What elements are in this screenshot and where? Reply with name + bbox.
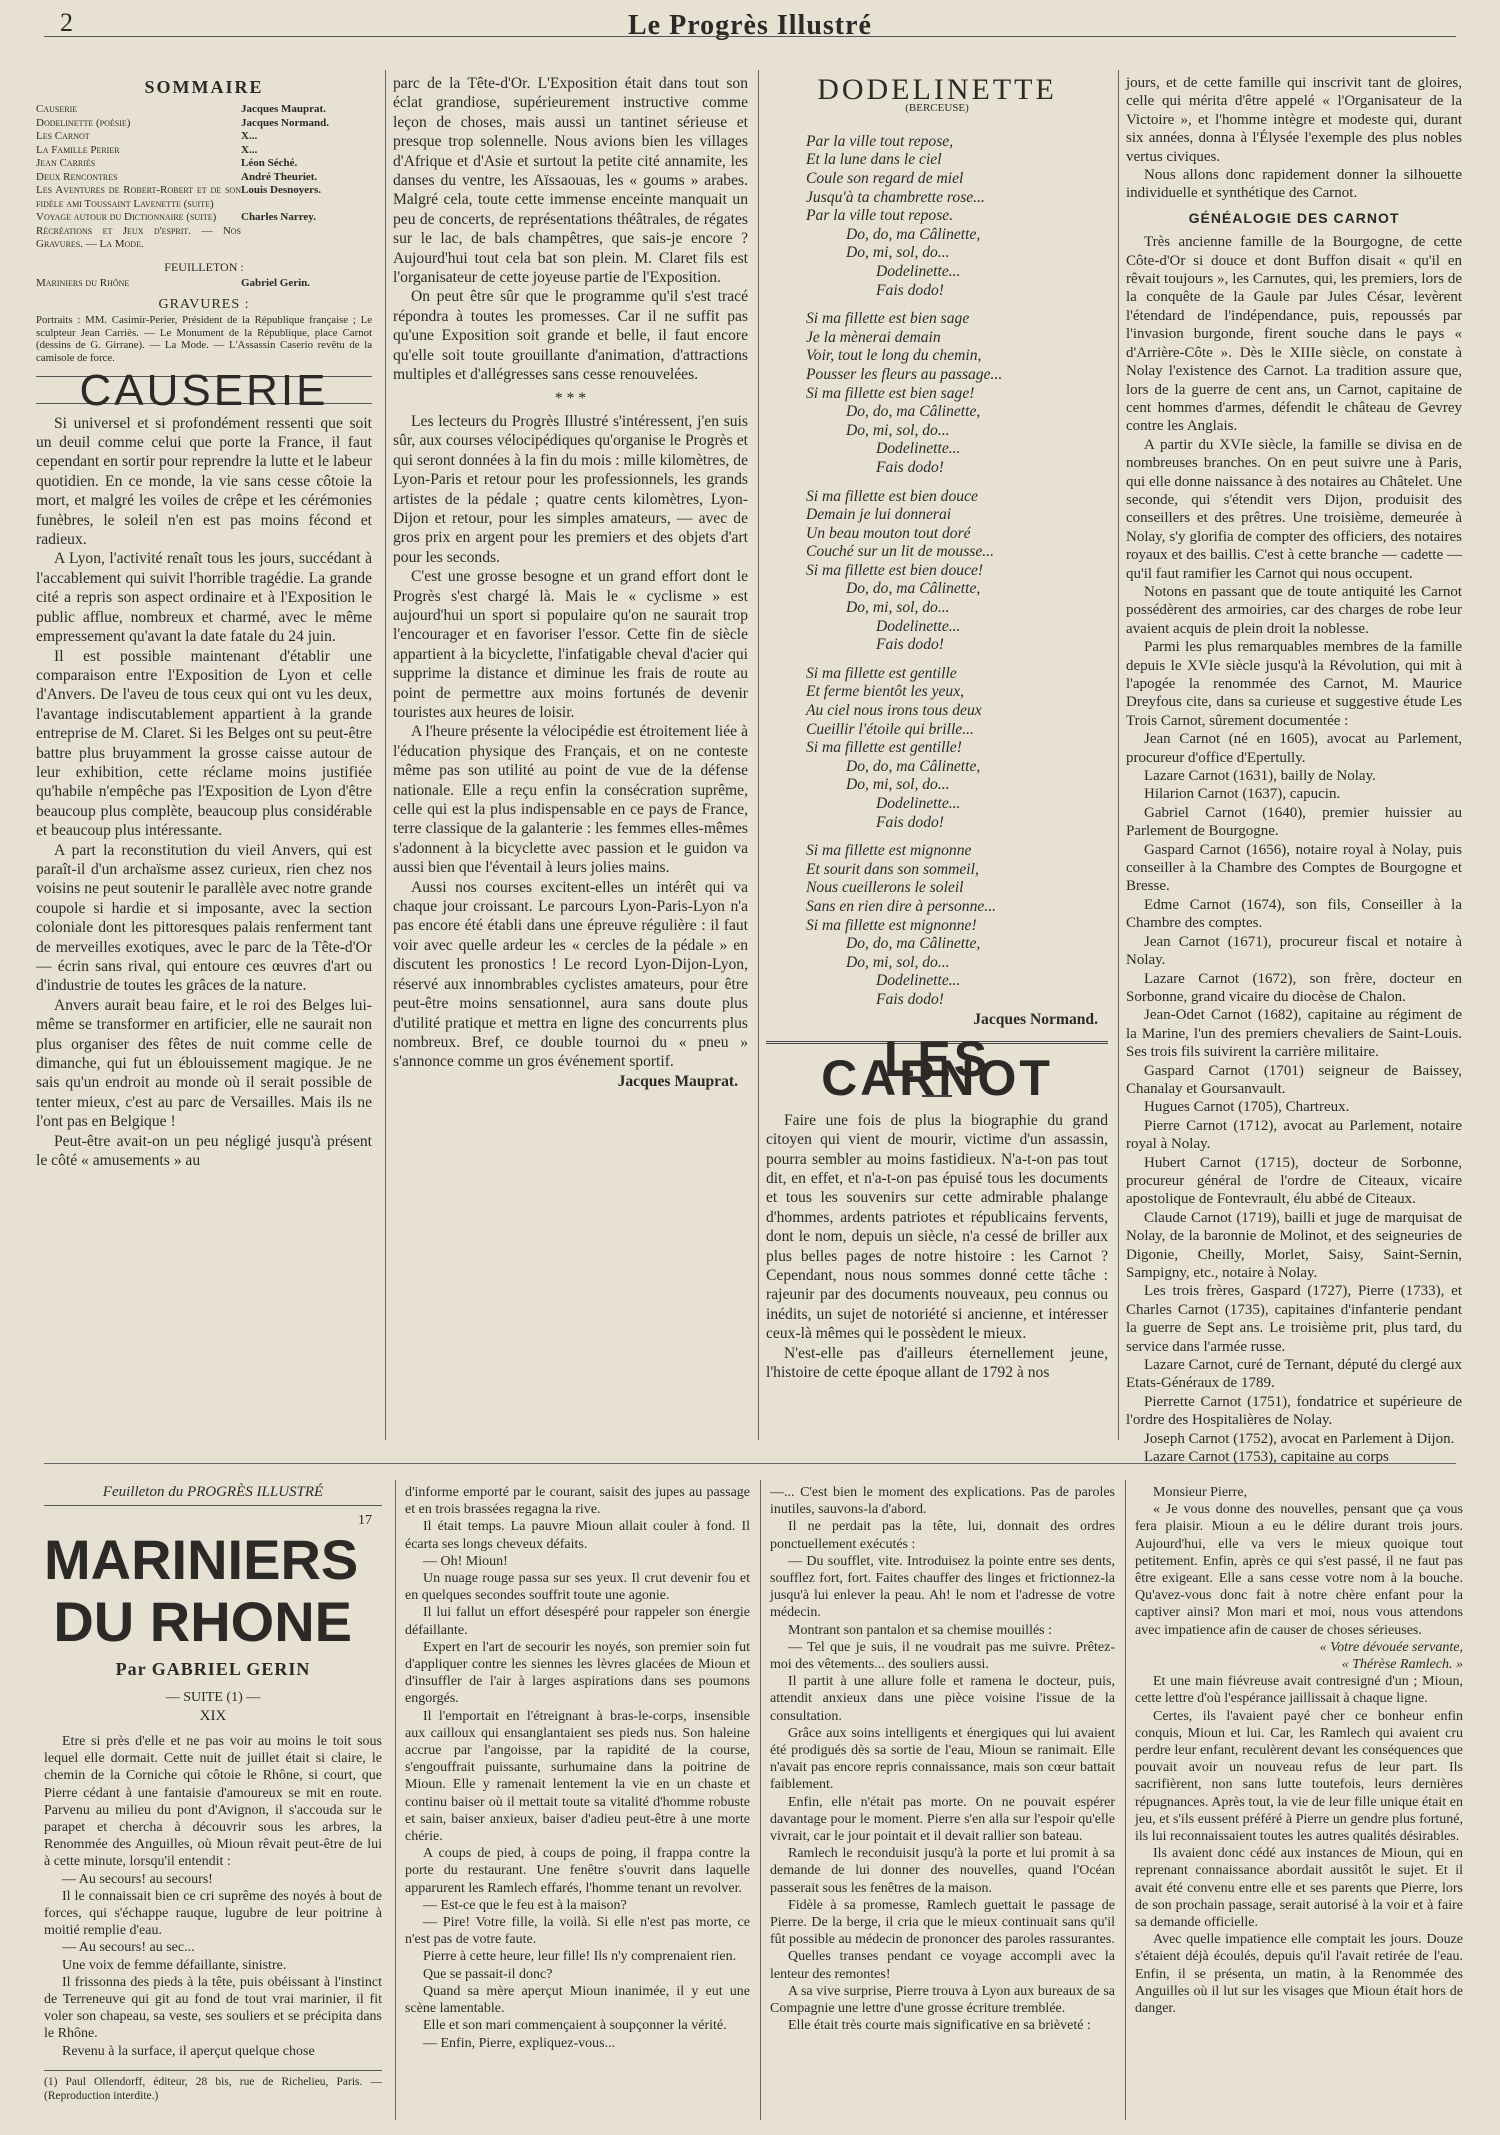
poem-line: Fais dodo! (876, 281, 945, 299)
paragraph: parc de la Tête-d'Or. L'Exposition était dans tout son éclat grandiose, supérieurement instructive comme leçon de choses, mais aussi un tantinet sérieuse et presque trop solennelle. Nous avions bien les villages d'Afrique et d'Asie et surtout la petite cité annamite, les danses du ventre, les Aïssaouas, les « goums » arabes. Malgré cela, toute cette immense enceinte manquait un peu de concerts, de représentations théâtrales, de régates sur le lac, de bals champêtres, que sais-je encore ? Aujourd'hui tout cela bat son plein. M. Claret fils est l'organisateur de cette joyeuse partie de l'Exposition. (393, 75, 748, 287)
paragraph: Ramlech le reconduisit jusqu'à la porte et lui promit à sa demande de lui donner des nouvelles, quand l'Océan passerait sous les fenêtres de la maison. (770, 1846, 1115, 1896)
poem-line: Si ma fillette est gentille! (806, 739, 962, 757)
carnot-col4-p2: Nous allons donc rapidement donner la silhouette individuelle et synthétique des Carnot. (1126, 167, 1462, 202)
feuilleton-number: 17 (358, 1513, 372, 1529)
paragraph: Il est possible maintenant d'établir une comparaison entre l'Exposition de Lyon et celle d'Anvers. De l'aveu de tous ceux qui ont vu les deux, l'avantage indiscutablement appartient à la grande entreprise de M. Claret. Si les Belges ont su peut-être battre plus bruyamment la grosse caisse autour de leur exhibition, cette réclame moins justifiée qu'habile n'empêche pas l'Exposition de Lyon d'être beaucoup plus complète, beaucoup plus considérable et beaucoup plus intéressante. (36, 647, 372, 840)
genealogy-entry: Jean-Odet Carnot (1682), capitaine au régiment de la Marine, l'un des premiers chevaliers de Saint-Louis. Ses trois fils suivirent la carrière militaire. (1126, 1007, 1462, 1061)
paragraph: A Lyon, l'activité renaît tous les jours, succédant à l'accablement qui suivit l'horrible tragédie. La grande cité a repris son aspect ordinaire et à l'Exposition le public afflue, nombreux et charmé, avec le même empressement qu'avant la date fatale du 24 juin. (36, 550, 372, 646)
carnot-title: LES CARNOT (766, 1041, 1108, 1089)
poem-line: Coule son regard de miel (806, 170, 964, 187)
poem-line: Un beau mouton tout doré (806, 524, 971, 542)
sommaire-item-author: André Theuriet. (241, 170, 318, 183)
genealogy-entry: Gaspard Carnot (1701) seigneur de Baissey, Chanalay et Goursanvault. (1126, 1062, 1462, 1097)
sommaire-item-author: Charles Narrey. (241, 211, 316, 224)
poem-line: Si ma fillette est bien sage! (806, 384, 975, 402)
sommaire-item-author: Léon Séché. (241, 157, 298, 170)
feuilleton-text-3 (770, 1484, 1115, 2035)
poem-body (766, 133, 1108, 1010)
column-rule (758, 70, 759, 1440)
paragraph: — Oh! Mioun! (423, 1553, 508, 1569)
paragraph: Notons en passant que de toute antiquité les Carnot possédèrent des armoiries, car des charges de robe leur avaient acquis de plein droit la noblesse. (1126, 583, 1462, 637)
paragraph: — Est-ce que le feu est à la maison? (423, 1897, 627, 1913)
sommaire-item-label: Jean Carriès (36, 157, 96, 170)
causerie-body-cont (393, 74, 748, 1072)
sommaire-list (36, 103, 372, 252)
paragraph: « Votre dévouée servante, (1319, 1639, 1463, 1655)
genealogy-entry: Pierrette Carnot (1751), fondatrice et supérieure de l'ordre des Hospitalières de Nolay. (1126, 1393, 1462, 1429)
carnot-intro: Faire une fois de plus la biographie du grand citoyen qui vient de mourir, victime d'un assassin, pourra sembler au moins fastidieux. N'a-t-on pas tout dit, en effet, et n'a-t-on pas épuisé tous les documents et tous les souvenirs sur cette admirable phalange d'hommes, ardents patriotes et républicains fervents, dont le nom, depuis un siècle, n'a cessé de briller aux plus belles pages de notre histoire : les Carnot ? Cependant, nous nous sommes donné cette tâche : rajeunir par des documents nouveaux, peu connus ou inédits, un sujet de notoriété si ancienne, et intéresser ceux-là mêmes qui le possèdent le mieux. (766, 1111, 1108, 1343)
paragraph: Peut-être avait-on un peu négligé jusqu'à présent le côté « amusements » au (36, 1132, 372, 1170)
paragraph: Grâce aux soins intelligents et énergiques qui lui avaient été prodigués dès sa sortie de l'eau, Mioun se ranimait. Elle n'avait pas encore repris connaissance, mais son cœur battait faiblement. (770, 1725, 1115, 1793)
paragraph: Pierre à cette heure, leur fille! Ils n'y comprenaient rien. (423, 1949, 737, 1965)
feuilleton-title-line2: DU RHONE (53, 1590, 352, 1654)
sommaire-item-label: Récréations et Jeux d'esprit. — Nos Gravures. — La Mode. (36, 224, 241, 251)
stanza-gap (806, 478, 1108, 488)
feuilleton-col2 (405, 1484, 750, 2124)
sommaire-item-author: Jacques Mauprat. (241, 103, 326, 116)
genealogy-entry: Gaspard Carnot (1656), notaire royal à Nolay, puis conseiller à la Chambre des Comptes de Bourgogne et Bresse. (1126, 841, 1462, 895)
genealogie-title: GÉNÉALOGIE DES CARNOT (1188, 209, 1400, 226)
paragraph: A part la reconstitution du vieil Anvers, qui est paraît-il d'un archaïsme assez curieux, rien chez nos voisins ne peut soutenir le parallèle avec notre grande coupole si hardie et si imposante, avec la section coloniale dont les pittoresques palais renferment tant de merveilles exotiques, avec le parc de la Tête-d'Or — écrin sans rival, qui entoure ces œuvres d'art ou d'industrie de toutes les grâces de la nature. (36, 841, 372, 995)
paragraph: Si universel et si profondément ressenti que soit un deuil comme celui que porte la France, il faut cependant en sortir pour reprendre la lutte et le labeur quotidien. En ce monde, la vie sans cesse côtoie la mort, et malgré les voiles de crêpe et les cérémonies funèbres, le soleil n'en est pas moins fécond et radieux. (36, 414, 372, 549)
poem-line: Sans en rien dire à personne... (806, 897, 996, 915)
genealogy-entry: Lazare Carnot, curé de Ternant, député du clergé aux Etats-Généraux de 1789. (1126, 1357, 1462, 1392)
paragraph: Certes, ils l'avaient payé cher ce bonheur enfin conquis, Mioun et lui. Car, les Ramlech qui avaient cru perdre leur enfant, reculèrent devant les conséquences que pouvait avoir un nouveau refus de leur part. Ils sacrifièrent, non sans lutte toutefois, leurs dernières répugnances. Après tout, la vie de leur fille unique était en jeu, et s'ils eussent préféré à Pierre un gendre plus fortuné, ils lui reconnaissaient toutes les autres qualités désirables. (1135, 1708, 1463, 1845)
feuilleton-text-4 (1135, 1484, 1463, 2017)
column-rule (395, 1480, 396, 2120)
poem-line: Jusqu'à ta chambrette rose... (806, 188, 985, 206)
poem-line: Si ma fillette est bien douce (806, 487, 978, 505)
sommaire-item-author: Louis Desnoyers. (241, 184, 322, 197)
paragraph: Expert en l'art de secourir les noyés, son premier soin fut d'appliquer contre les siennes les lèvres glacées de Mioun et d'insuffler de l'air à larges aspirations dans ses poumons engorgés. (405, 1639, 750, 1707)
sommaire-item-author: X... (241, 143, 258, 156)
sommaire-item-label: Les Aventures de Robert-Robert et de son fidèle ami Toussaint Lavenette (suite) (36, 184, 241, 210)
poem-line: Si ma fillette est bien douce! (806, 561, 984, 579)
sommaire-item-author: X... (241, 130, 258, 143)
paragraph: A l'heure présente la vélocipédie est étroitement liée à l'éducation physique des Français, et on ne conteste même pas son utilité au point de vue de la défense nationale. Elle a reçu enfin la consécration suprême, celle qui est la plus indispensable en ce pays de France, terre classique de la galanterie : les femmes elles-mêmes s'adonnent à la bicyclette avec passion et le guidon va aussi bien que l'éventail à leurs jolies mains. (393, 723, 748, 877)
paragraph: Un nuage rouge passa sur ses yeux. Il crut devenir fou et en quelques secondes souffrit toute une agonie. (405, 1571, 750, 1604)
paragraph: — Du soufflet, vite. Introduisez la pointe entre ses dents, soufflez fort, fort. Faites chauffer des linges et frictionnez-la jusqu'à lui enlever la peau. Ah! le nom et l'adresse de votre médecin. (770, 1553, 1115, 1621)
poem-signature: Jacques Normand. (973, 1010, 1098, 1028)
sommaire-title: SOMMAIRE (144, 77, 264, 97)
genealogy-entry: Claude Carnot (1719), bailli et juge de marquisat de Nolay, de la baronnie de Molinot, et des seigneuries de Digonie, Cheilly, Morlet, Saisy, Saint-Sernin, Sampigny, etc., notaire à Nolay. (1126, 1209, 1462, 1281)
paragraph: Revenu à la surface, il aperçut quelque chose (62, 2043, 315, 2059)
paragraph: Parmi les plus remarquables membres de la famille depuis le XVIe siècle jusqu'à la Révolution, qui mit à l'apogée la renommée des Carnot, M. Maurice Dreyfous cite, dans sa curieuse et suggestive étude Les Trois Carnot, sûrement documentée : (1126, 639, 1462, 729)
paragraph: Il frissonna des pieds à la tête, puis obéissant à l'instinct de Terreneuve qui git au fond de tout vrai marinier, il fit voler son chapeau, sa veste, ses souliers et se précipita dans le Rhône. (44, 1974, 382, 2042)
stanza-gap (806, 300, 1108, 310)
feuilleton-col4 (1135, 1484, 1463, 2124)
paragraph: « Thérèse Ramlech. » (1341, 1657, 1463, 1673)
paragraph: Il était temps. La pauvre Mioun allait couler à fond. Il écarta ses longs cheveux défaits. (405, 1519, 750, 1552)
sommaire-row (36, 171, 372, 185)
poem-line: Do, do, ma Câlinette, (846, 935, 981, 953)
paragraph: Aussi nos courses excitent-elles un intérêt qui va chaque jour croissant. Le parcours Lyon-Paris-Lyon n'a pas encore été établi dans une épreuve régulière : il faut voir avec quelle ardeur les « cercles de la pédale » en discutent les pronostics ! Le record Lyon-Dijon-Lyon, réservé aux innombrables cyclistes amateurs, pour être peut-être moins sensationnel, aura sans doute plus d'utilité pratique et mettra en ligne des concurrents plus nombreux. Bref, ce double tournoi du « pneu » s'annonce comme un gros événement sportif. (393, 878, 748, 1071)
causerie-title: CAUSERIE (36, 376, 372, 403)
masthead-title: Le Progrès Illustré (628, 10, 872, 41)
paragraph: Très ancienne famille de la Bourgogne, de cette Côte-d'Or si douce et dont Buffon disait « qu'il en rêvait toujours », les Carnutes, qui, les premiers, lors de la conquête de la Gaule par Jules César, levèrent l'étendard de l'indépendance, puis, repoussés par l'invasion burgonde, firent souche dans le pays « d'Arrière-Côte ». Dès le XIIIe siècle, on constate à Nolay l'existence des Carnot. La tradition assure que, lors de la guerre de cent ans, un Carnot, capitaine de cent hommes d'armes, défendit le château de Gevrey contre les Anglais. (1126, 234, 1462, 435)
poem-line: Si ma fillette est bien sage (806, 310, 970, 328)
poem-line: Par la ville tout repose. (806, 207, 954, 225)
paragraph: Que se passait-il donc? (423, 1966, 553, 1982)
poem-line: Nous cueillerons le soleil (806, 879, 964, 897)
poem-line: Do, do, ma Câlinette, (846, 225, 981, 243)
carnot-intro-2: N'est-elle pas d'ailleurs éternellement jeune, l'histoire de cette époque allant de 1792 à nos (766, 1344, 1108, 1382)
paragraph: Ils avaient donc cédé aux instances de Mioun, qui en reprenant connaissance abordait aussitôt le sujet. Et il avait été convenu entre elle et ses parents que Pierre, lors de son prochain passage, serait autorisé à la voir et à faire sa demande officielle. (1135, 1846, 1463, 1931)
paragraph: C'est une grosse besogne et un grand effort dont le Progrès s'est chargé là. Mais le « cyclisme » est aujourd'hui un sport si populaire qu'on ne saurait trop l'encourager et en favoriser l'essor. Cette fin de siècle appartient à la bicyclette, l'infatigable cheval d'acier qui supprime la distance et diminue les frais de route au point de permettre aux moins fortunés de devenir touristes aux heures de loisir. (393, 568, 748, 721)
sommaire-item-label: Causerie (36, 103, 78, 116)
poem-line: Do, mi, sol, do... (846, 421, 950, 439)
column-rule (385, 70, 386, 1440)
poem-line: Dodelinette... (876, 617, 961, 635)
paragraph: — Pire! Votre fille, la voilà. Si elle n'est pas morte, ce n'est pas de votre faute. (405, 1915, 750, 1948)
genealogy-entry: Lazare Carnot (1672), son frère, docteur en Sorbonne, grand vicaire du diocèse de Chalon. (1126, 970, 1462, 1005)
genealogy-entry: Lazare Carnot (1753), capitaine au corps (1144, 1449, 1389, 1466)
poem-line: Et la lune dans le ciel (806, 151, 942, 169)
genealogy-entry: Pierre Carnot (1712), avocat au Parlement, notaire royal à Nolay. (1126, 1117, 1462, 1153)
poem-line: Par la ville tout repose, (806, 132, 954, 150)
sommaire-row (36, 117, 372, 131)
feuilleton-label: Feuilleton du PROGRÈS ILLUSTRÉ (44, 1484, 382, 1506)
poem-line: Fais dodo! (876, 636, 945, 654)
paragraph: — Enfin, Pierre, expliquez-vous... (423, 2035, 616, 2051)
poem-line: Fais dodo! (876, 813, 945, 831)
poem-line: Fais dodo! (876, 458, 945, 476)
gravures-label: GRAVURES : (158, 296, 250, 312)
poem-line: Si ma fillette est mignonne! (806, 916, 977, 934)
column-sommaire-causerie (36, 74, 372, 1444)
sommaire-row (36, 225, 372, 252)
sommaire-item-label: La Famille Perier (36, 143, 120, 156)
poem-title: DODELINETTE (817, 73, 1057, 106)
poem-line: Dodelinette... (876, 972, 961, 990)
poem-line: Et sourit dans son sommeil, (806, 860, 979, 878)
sommaire-item-label: Deux Rencontres (36, 170, 118, 183)
poem-line: Je la mènerai demain (806, 328, 941, 346)
stanza-gap (806, 832, 1108, 842)
sommaire-row (36, 157, 372, 171)
paragraph: Etre si près d'elle et ne pas voir au moins le toit sous lequel elle dormait. Cette nuit de juillet était si claire, le chemin de la Corniche qui côtoie le Rhône, si court, que Pierre cédant à une fantaisie d'amoureux se mit en route. Parvenu au milieu du pont d'Avignon, il s'accouda sur le parapet et chercha à découvrir sous les arbres, la Renommée des Anguilles, où Mioun rêvait peut-être de lui à cette minute, lorsqu'il entendit : (44, 1734, 382, 1870)
poem-line: Demain je lui donnerai (806, 506, 952, 524)
poem-line: Si ma fillette est mignonne (806, 842, 972, 860)
column-causerie-cont (393, 74, 748, 1444)
genealogy-entry: Jean Carnot (né en 1605), avocat au Parlement, procureur d'office d'Epertully. (1126, 731, 1462, 766)
sommaire-row (36, 130, 372, 144)
paragraph: Il lui fallut un effort désespéré pour rappeler son énergie défaillante. (405, 1605, 750, 1638)
genealogy-entry: Hubert Carnot (1715), docteur de Sorbonne, procureur général de l'ordre de Citeaux, vicaire apostolique de Fontevrault, élu abbé de Citeaux. (1126, 1154, 1462, 1208)
paragraph: A partir du XVIe siècle, la famille se divisa en de nombreuses branches. On en peut suivre une à Paris, qui elle donne naissance à des notaires au Châtelet. Une seconde, qui s'étendit vers Dijon, produisit des conseillers et des prêtres. Une troisième, demeurée à Nolay, s'y glorifia de compter des officiers, des notaires royaux et des baillis. C'est à cette branche — cadette — qu'il faut ramifier les Carnot qui nous occupent. (1126, 436, 1462, 582)
genealogy-entry: Jean Carnot (1671), procureur fiscal et notaire à Nolay. (1126, 933, 1462, 969)
sommaire-row (36, 144, 372, 158)
feuilleton-suite: — SUITE (1) — (165, 1689, 261, 1705)
poem-line: Cueillir l'étoile qui brille... (806, 720, 974, 738)
feuilleton-text-2 (405, 1484, 750, 2052)
poem-line: Et ferme bientôt les yeux, (806, 683, 965, 701)
paragraph: Quelles transes pendant ce voyage accompli avec la lenteur des remontes! (770, 1949, 1115, 1982)
column-rule (1118, 70, 1119, 1440)
sommaire-item-author: Jacques Normand. (241, 116, 330, 129)
paragraph: Il le connaissait bien ce cri suprême des noyés à bout de forces, qui s'échappe rauque, lugubre de leur poitrine à moitié remplie d'eau. (44, 1888, 382, 1939)
paragraph: Elle et son mari commençaient à soupçonner la vérité. (423, 2018, 727, 2034)
column-rule (1125, 1480, 1126, 2120)
genealogy-entry: Hilarion Carnot (1637), capucin. (1144, 786, 1341, 803)
sommaire-item-label: Les Carnot (36, 130, 90, 143)
feuilleton-author: Par GABRIEL GERIN (115, 1659, 311, 1680)
poem-line: Fais dodo! (876, 990, 945, 1008)
feuilleton-label: FEUILLETON : (164, 259, 244, 274)
genealogy-entry: Joseph Carnot (1752), avocat en Parlement à Dijon. (1144, 1430, 1455, 1447)
paragraph: Une voix de femme défaillante, sinistre. (62, 1957, 287, 1973)
poem-line: Au ciel nous irons tous deux (806, 702, 982, 720)
poem-line: Do, do, ma Câlinette, (846, 757, 981, 775)
paragraph: —... C'est bien le moment des explications. Pas de paroles inutiles, sauvons-la d'abord. (770, 1485, 1115, 1518)
poem-subtitle: (BERCEUSE) (905, 102, 969, 115)
paragraph: A sa vive surprise, Pierre trouva à Lyon aux bureaux de sa Compagnie une lettre d'une grosse écriture tremblée. (770, 1983, 1115, 2017)
paragraph: — Au secours! au secours! (62, 1871, 213, 1887)
genealogie-members (1126, 730, 1462, 1466)
paragraph: Fidèle à sa promesse, Ramlech guettait le passage de Pierre. De la berge, il cria que le mieux continuait sans qu'il fût possible au médecin de prononcer des paroles rassurantes. (770, 1897, 1115, 1948)
column-poem-carnot (766, 74, 1108, 1444)
poem-line: Couché sur un lit de mousse... (806, 543, 994, 561)
sommaire-feuilleton-row: Mariniers du Rhône Gabriel Gerin. (36, 277, 311, 290)
column-carnot-cont (1126, 74, 1462, 1466)
genealogy-entry: Lazare Carnot (1631), bailly de Nolay. (1144, 768, 1376, 785)
sommaire-row (36, 211, 372, 225)
genealogy-entry: Les trois frères, Gaspard (1727), Pierre (1733), et Charles Carnot (1735), capitaines d'infanterie pendant la guerre de Sept ans. Le troisième prit, plus tard, du service dans l'armée russe. (1126, 1283, 1462, 1355)
sommaire-row (36, 184, 372, 211)
paragraph: Monsieur Pierre, (1153, 1485, 1248, 1500)
sommaire-item-label: Dodelinette (poésie) (36, 116, 131, 129)
causerie-signature: Jacques Mauprat. (617, 1072, 738, 1090)
poem-line: Si ma fillette est gentille (806, 664, 957, 682)
page-number: 2 (60, 8, 73, 37)
paragraph: Quand sa mère aperçut Mioun inanimée, il y eut une scène lamentable. (405, 1983, 750, 2017)
paragraph: Il l'emportait en l'étreignant à bras-le-corps, insensible aux cailloux qui ensanglantaient ses pieds nus. Son haleine accrue par l'angoisse, par la rapidité de la course, s'engouffrait puissante, surhumaine dans la poitrine de Mioun. Elle y ramenait lentement la vie en un chaste et continu baiser où il mettait toute sa vitalité d'homme robuste et sain, baiser anxieux, baiser d'adieu peut-être à une morte chérie. (405, 1708, 750, 1845)
paragraph: — Tel que je suis, il ne voudrait pas me suivre. Prêtez-moi des vêtements... des souliers aussi. (770, 1639, 1115, 1673)
feuilleton-col1 (44, 1484, 382, 2124)
feuilleton-col3 (770, 1484, 1115, 2124)
feuilleton-title (44, 1529, 382, 1653)
poem-line: Voir, tout le long du chemin, (806, 347, 982, 365)
paragraph: « Je vous donne des nouvelles, pensant que ça vous fera plaisir. Mioun a eu le délire durant trois jours. Aujourd'hui, elle va vers le mieux quoique tout petitement. Enfin, après ce qui s'est passé, il ne faut pas être exigeant. Elle a sans cesse votre nom à la bouche. Qu'avez-vous donc fait à notre chère enfant pour la captiver ainsi? Mon mari et moi, nous vous attendons avec impatience afin de causer de choses sérieuses. (1135, 1502, 1463, 1638)
genealogy-entry: Edme Carnot (1674), son fils, Conseiller à la Chambre des comptes. (1126, 896, 1462, 932)
paragraph: A coups de pied, à coups de poing, il frappa contre la porte du restaurant. Une fenêtre s'ouvrit dans laquelle apparurent les Ramlech effarés, l'homme tenant un revolver. (405, 1846, 750, 1896)
stanza-gap (806, 655, 1108, 665)
asterism: * * * (554, 389, 587, 407)
feuilleton-chapter: XIX (199, 1707, 227, 1724)
poem-line: Do, do, ma Câlinette, (846, 403, 981, 421)
poem-line: Dodelinette... (876, 262, 961, 280)
causerie-body (36, 414, 372, 1171)
paragraph: Enfin, elle n'était pas morte. On ne pouvait espérer davantage pour le moment. Pierre s'en alla sur l'espoir qu'elle vivrait, car le jour pointait et il devait rallier son bateau. (770, 1794, 1115, 1845)
paragraph: Elle était très courte mais significative en sa brièveté : (788, 2018, 1091, 2034)
paragraph: Et une main fiévreuse avait contresigné d'un ; Mioun, cette lettre d'où l'espérance jaillissait à chaque ligne. (1135, 1674, 1463, 1707)
carnot-col4-top: jours, et de cette famille qui inscrivit tant de gloires, celle qui mérita d'être appelé « l'Organisateur de la Victoire », et l'homme intègre et modeste qui, durant six années, donna à l'Élysée l'exemple des plus nobles vertus civiques. (1126, 75, 1462, 165)
poem-line: Dodelinette... (876, 795, 961, 812)
feuilleton-text (44, 1733, 382, 2060)
paragraph: Il partit à une allure folle et ramena le docteur, puis, attendit anxieux dans une pièce voisine l'issue de la consultation. (770, 1674, 1115, 1724)
poem-line: Dodelinette... (876, 440, 961, 458)
paragraph: d'informe emporté par le courant, saisit des jupes au passage et en trois brassées regagna la rive. (405, 1485, 750, 1518)
poem-line: Do, mi, sol, do... (846, 599, 950, 617)
poem-line: Do, mi, sol, do... (846, 244, 950, 262)
feuilleton-footnote: (1) Paul Ollendorff, éditeur, 28 bis, rue de Richelieu, Paris. — (Reproduction interdite.) (44, 2070, 382, 2103)
gravures-text: Portraits : MM. Casimir-Perier, Président de la République française ; Le sculpteur Jean Carriès. — Le Monument de la République, place Carnot (dessins de G. Girrane). — La Mode. — L'Assassin Caserio revêtu de la camisole de force. (36, 314, 372, 364)
feuilleton-title-line1: MARINIERS (44, 1528, 359, 1592)
poem-line: Pousser les fleurs au passage... (806, 365, 1003, 383)
paragraph: Les lecteurs du Progrès Illustré s'intéressent, j'en suis sûr, aux courses vélocipédiques qu'organise le Progrès et qui seront données à la fin du mois : mille kilomètres, de Lyon-Paris et retour pour les professionnels, les grands artistes de la pédale ; quatre cents kilomètres, Lyon-Dijon et retour, pour les simples amateurs, — avec de gros prix en argent pour les premiers et des objets d'art pour les seconds. (393, 412, 748, 566)
sommaire-item-label: Voyage autour du Dictionnaire (suite) (36, 211, 217, 224)
poem-line: Do, mi, sol, do... (846, 953, 950, 971)
paragraph: Montrant son pantalon et sa chemise mouillés : (788, 1622, 1053, 1638)
header-rule (44, 36, 1456, 37)
paragraph: Il ne perdait pas la tête, lui, donnait des ordres ponctuellement exécutés : (770, 1519, 1115, 1552)
sommaire-row (36, 103, 372, 117)
paragraph: Anvers aurait beau faire, et le roi des Belges lui-même se transformer en artificier, elle ne saurait non plus organiser des fêtes de nuit comme celle de dimanche, qui fut un éblouissement magique. Je ne sais qu'un endroit au monde où il serait possible de tenter mieux, c'est au parc de Versailles. Mais ils ne l'ont pas en Belgique ! (36, 996, 372, 1131)
poem-line: Do, do, ma Câlinette, (846, 580, 981, 598)
poem-line: Do, mi, sol, do... (846, 776, 950, 794)
paragraph: — Au secours! au sec... (62, 1940, 195, 1956)
genealogy-entry: Gabriel Carnot (1640), premier huissier au Parlement de Bourgogne. (1126, 804, 1462, 840)
paragraph: Avec quelle impatience elle comptait les jours. Douze s'étaient déjà écoulés, depuis qu'il l'avait retirée de l'eau. Enfin, il se présenta, un matin, à la Renommée des Anguilles où il lut sur les visages que Mioun était hors de danger. (1135, 1932, 1463, 2017)
genealogy-entry: Hugues Carnot (1705), Chartreux. (1144, 1099, 1350, 1116)
column-rule (760, 1480, 761, 2120)
genealogie-body (1126, 233, 1462, 730)
paragraph: On peut être sûr que le programme qu'il s'est tracé répondra à toutes les promesses. Car il ne suffit pas qu'une Exposition soit grande et belle, il faut encore qu'elle soit toute grouillante d'animation, d'attractions multiples et d'allégresses sans cesse renouvelées. (393, 288, 748, 384)
